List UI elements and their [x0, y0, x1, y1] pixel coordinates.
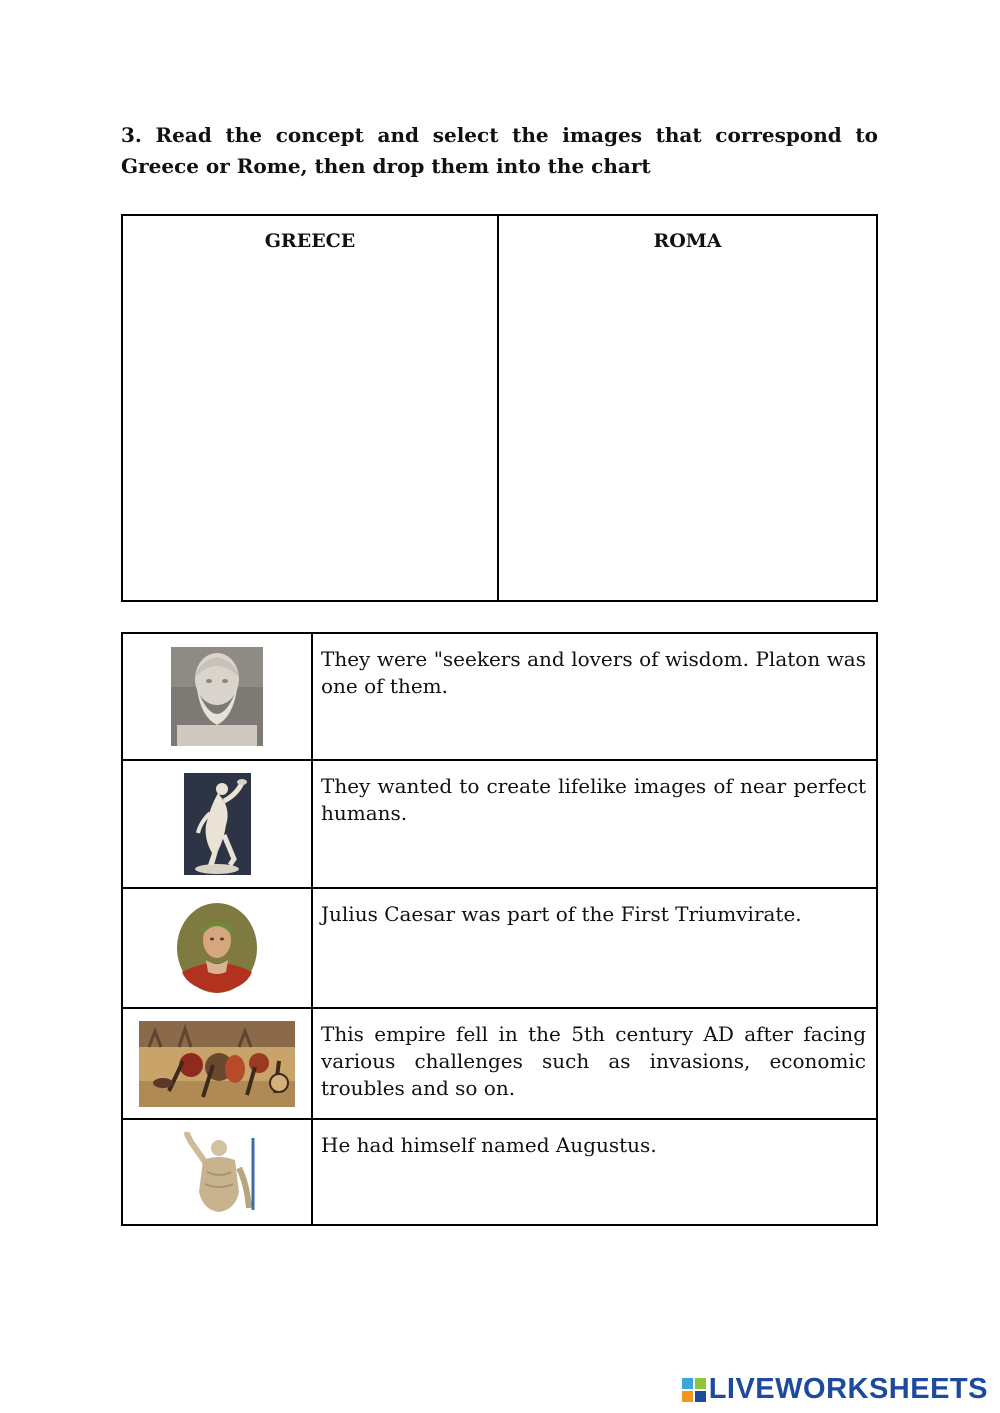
julius-caesar-portrait-image[interactable] [176, 902, 258, 994]
roma-header: ROMA [653, 230, 722, 252]
concept-text: This empire fell in the 5th century AD after facing various challenges such as invasions, economic troubles and so on. [312, 1008, 877, 1119]
roma-drop-zone[interactable] [499, 216, 876, 600]
table-row [122, 760, 877, 888]
gladiators-arena-image[interactable] [139, 1021, 295, 1107]
concepts-table [121, 632, 878, 1226]
table-row [122, 1008, 877, 1119]
table-row [122, 1119, 877, 1225]
concept-text: He had himself named Augustus. [312, 1119, 877, 1225]
concept-text: They wanted to create lifelike images of near perfect humans. [312, 760, 877, 888]
table-row [122, 888, 877, 1008]
greece-header: GREECE [264, 230, 356, 252]
discobolus-statue-image[interactable] [184, 773, 251, 875]
plato-bust-image[interactable] [171, 647, 263, 746]
liveworksheets-brand[interactable] [681, 1373, 988, 1406]
instruction-text: 3. Read the concept and select the images that correspond to Greece or Rome, then drop them into the chart [121, 123, 878, 178]
brand-name: LIVEWORKSHEETS [708, 1373, 988, 1405]
greece-roma-chart [121, 214, 878, 602]
concept-text: They were "seekers and lovers of wisdom. Platon was one of them. [312, 633, 877, 760]
table-row [122, 633, 877, 760]
augustus-statue-image[interactable] [169, 1132, 265, 1212]
greece-drop-zone[interactable] [123, 216, 499, 600]
concept-text: Julius Caesar was part of the First Triumvirate. [312, 888, 877, 1008]
liveworksheets-logo-icon [681, 1377, 707, 1403]
